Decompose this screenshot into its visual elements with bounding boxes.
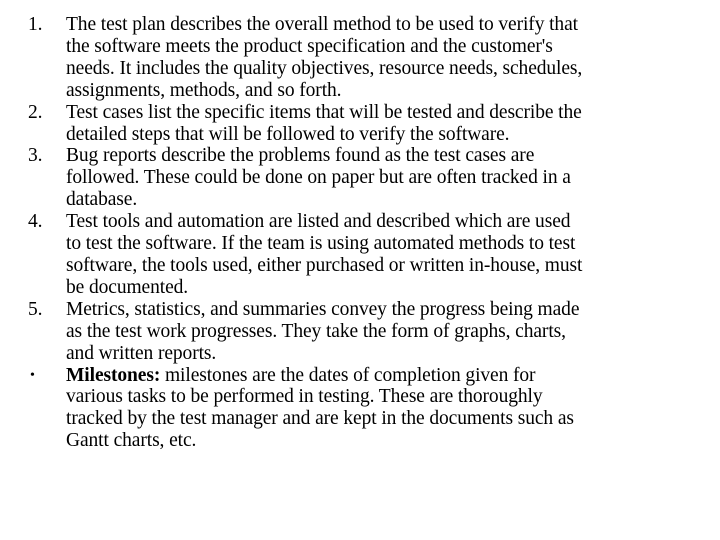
list-number: 2. [28,101,43,123]
list-item-text [66,365,662,453]
list-item-5 [22,299,662,365]
list-item-3 [22,145,662,211]
list-item-2 [22,102,662,146]
list-number: 1. [28,14,43,35]
milestones-heading: Milestones: [66,364,161,386]
list-item-1 [22,14,662,102]
list-item-text: Test cases list the specific items that will be tested and describe the detailed steps that will be followed to verify the software. [66,101,582,145]
list-number: 4. [28,211,43,233]
list-number: 5. [28,298,43,320]
list-item-4 [22,211,662,299]
list-item-text: Metrics, statistics, and summaries convey the progress being made as the test work progresses. They take the form of graphs, charts, and written reports. [66,298,580,364]
list-item-text: Test tools and automation are listed and described which are used to test the software. If the team is using automated methods to test software, the tools used, either purchased or written in-house, must be documented. [66,211,583,298]
list-number: 3. [28,145,43,167]
list-item-text: Bug reports describe the problems found as the test cases are followed. These could be done on paper but are often tracked in a database. [66,145,571,211]
list-item-text: The test plan describes the overall method to be used to verify that the software meets the product specification and the customer's needs. It includes the quality objectives, resource needs, schedules, assignments, methods, and so forth. [66,14,583,101]
bullet-icon: • [30,367,35,383]
milestones-text: milestones are the dates of completion given for various tasks to be performed in testing. These are thoroughly tracked by the test manager and are kept in the documents such as Gantt charts, etc. [66,364,574,452]
numbered-list [22,14,662,452]
list-item-milestones [22,365,662,453]
